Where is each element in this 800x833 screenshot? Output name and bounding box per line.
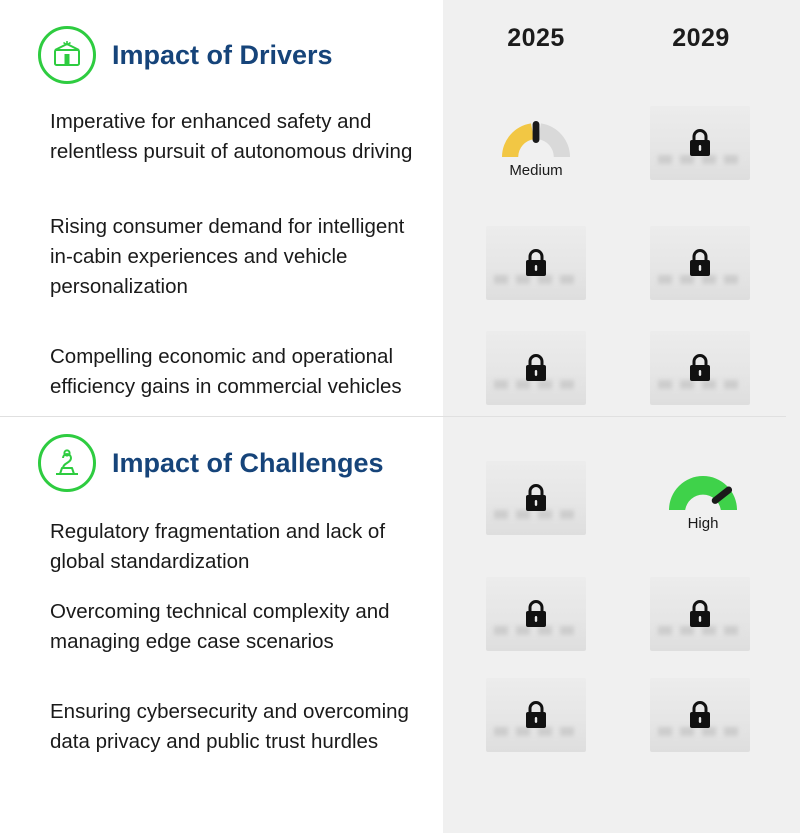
locked-tile-drivers-row3-2025[interactable] bbox=[486, 331, 586, 405]
year-header-2029: 2029 bbox=[672, 24, 730, 52]
driver-item-2: Rising consumer demand for intelligent in-cabin experiences and vehicle personalization bbox=[50, 215, 405, 298]
section-header-challenges bbox=[38, 434, 384, 492]
locked-tile-challenges-row3-2025[interactable] bbox=[486, 678, 586, 752]
lock-icon bbox=[522, 597, 550, 631]
lock-icon bbox=[686, 597, 714, 631]
lock-icon bbox=[686, 126, 714, 160]
locked-tile-challenges-row3-2029[interactable] bbox=[650, 678, 750, 752]
drivers-icon bbox=[38, 26, 96, 84]
section-divider bbox=[0, 416, 786, 417]
section-title-drivers: Impact of Drivers bbox=[112, 39, 333, 70]
lock-icon bbox=[522, 246, 550, 280]
challenges-icon bbox=[38, 434, 96, 492]
section-title-challenges: Impact of Challenges bbox=[112, 447, 384, 478]
lock-icon bbox=[686, 246, 714, 280]
year-header-2025: 2025 bbox=[507, 24, 565, 52]
lock-icon bbox=[522, 698, 550, 732]
lock-icon bbox=[686, 698, 714, 732]
locked-tile-drivers-row2-2025[interactable] bbox=[486, 226, 586, 300]
gauge-label-medium: Medium bbox=[509, 162, 563, 179]
gauge-drivers-row1-2025 bbox=[484, 112, 588, 179]
lock-icon bbox=[522, 481, 550, 515]
challenge-item-2: Overcoming technical complexity and managing edge case scenarios bbox=[50, 600, 390, 653]
gauge-challenges-row1-2029 bbox=[651, 465, 755, 532]
lock-icon bbox=[522, 351, 550, 385]
driver-item-1: Imperative for enhanced safety and relentless pursuit of autonomous driving bbox=[50, 110, 413, 163]
locked-tile-drivers-row2-2029[interactable] bbox=[650, 226, 750, 300]
driver-item-3: Compelling economic and operational efficiency gains in commercial vehicles bbox=[50, 345, 402, 398]
challenge-item-1: Regulatory fragmentation and lack of global standardization bbox=[50, 520, 386, 573]
locked-tile-challenges-row1-2025[interactable] bbox=[486, 461, 586, 535]
gauge-label-high: High bbox=[687, 515, 719, 532]
locked-tile-drivers-row3-2029[interactable] bbox=[650, 331, 750, 405]
challenge-item-3: Ensuring cybersecurity and overcoming data privacy and public trust hurdles bbox=[50, 700, 409, 753]
section-header-drivers bbox=[38, 26, 333, 84]
lock-icon bbox=[686, 351, 714, 385]
locked-tile-challenges-row2-2029[interactable] bbox=[650, 577, 750, 651]
locked-tile-drivers-row1-2029[interactable] bbox=[650, 106, 750, 180]
locked-tile-challenges-row2-2025[interactable] bbox=[486, 577, 586, 651]
